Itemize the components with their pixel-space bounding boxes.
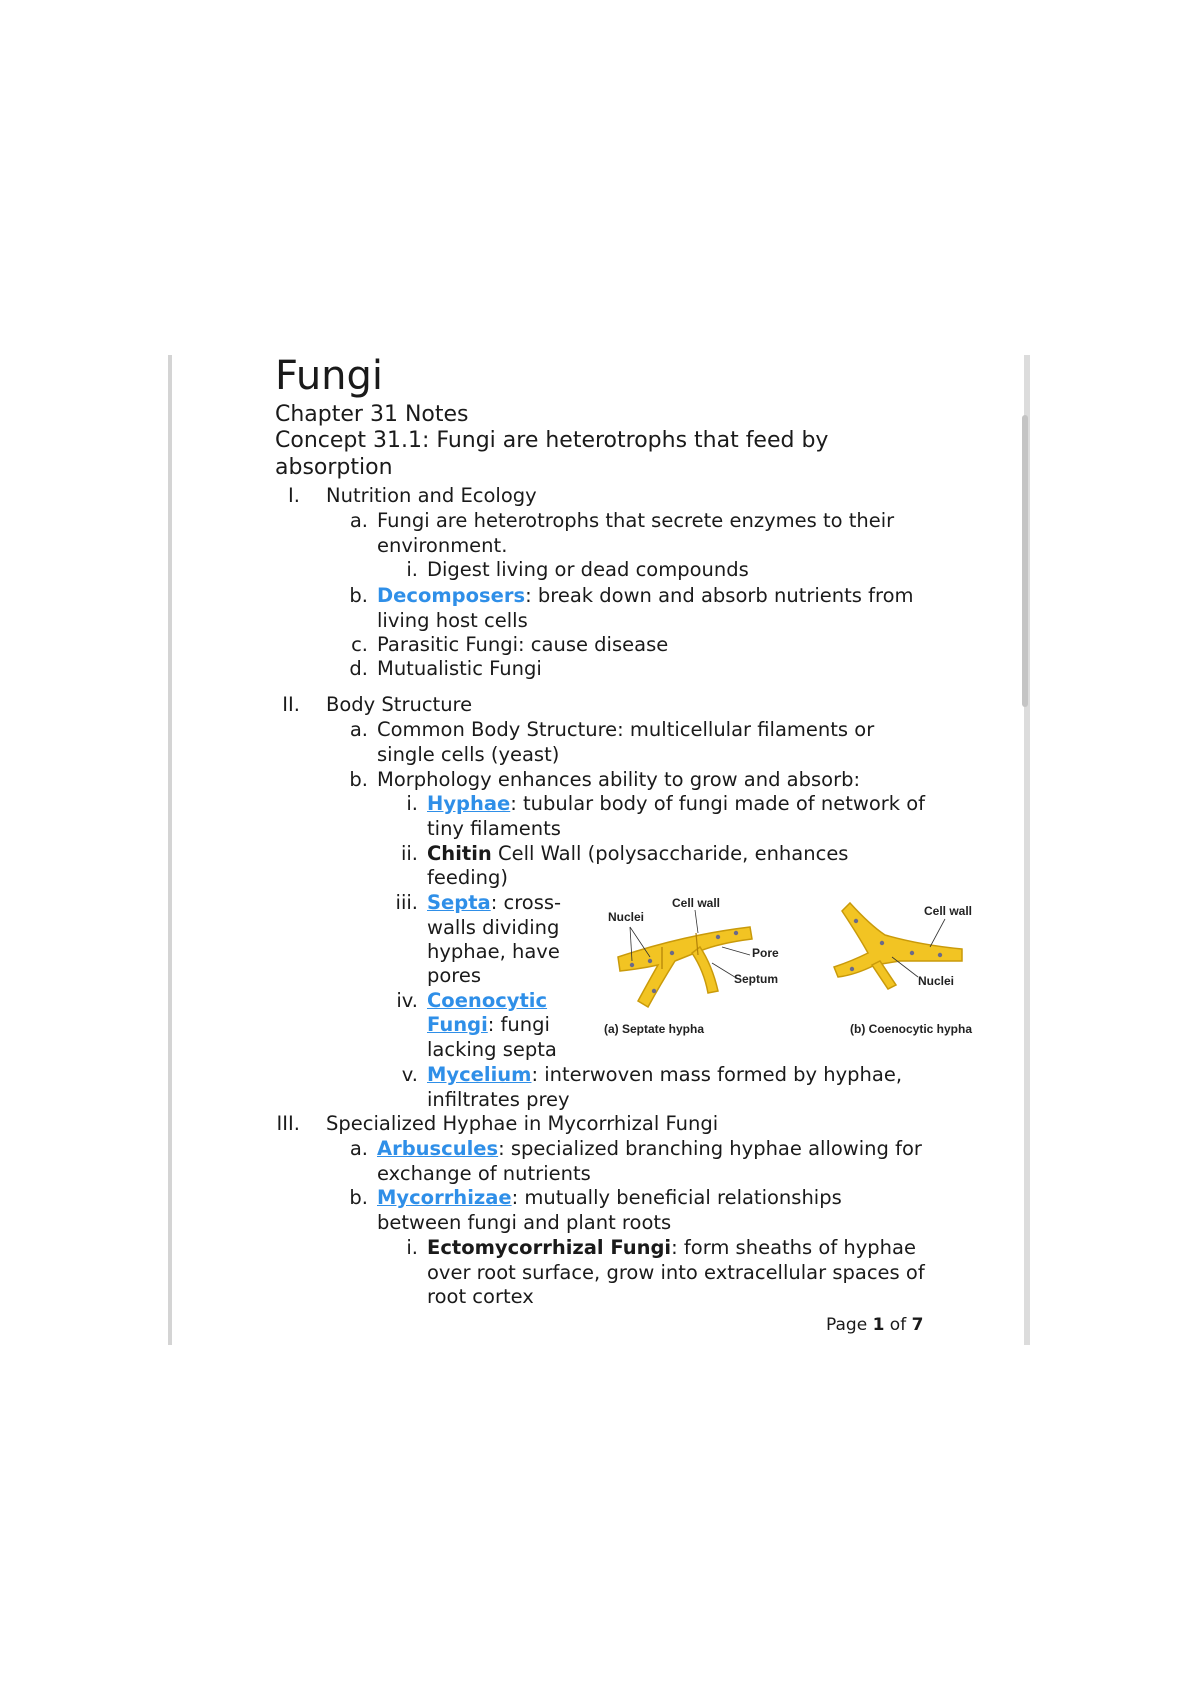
list-item-text: over root surface, grow into extracellular spaces of: [427, 1261, 925, 1284]
section-heading-mycorrhizal: Specialized Hyphae in Mycorrhizal Fungi: [326, 1112, 719, 1135]
list-item-text: exchange of nutrients: [377, 1162, 591, 1185]
list-marker: i.: [406, 1236, 418, 1259]
chapter-subtitle: Chapter 31 Notes: [275, 402, 469, 427]
list-item-text: : interwoven mass formed by hyphae,: [531, 1063, 903, 1086]
term-hyphae-link[interactable]: Hyphae: [427, 792, 511, 815]
list-marker: a.: [349, 718, 368, 741]
list-item-text: between fungi and plant roots: [377, 1211, 672, 1234]
term-septa-link[interactable]: Septa: [427, 891, 491, 914]
list-item-text: Mutualistic Fungi: [377, 657, 542, 680]
label-cell-wall-b: Cell wall: [924, 904, 973, 918]
list-item-text: Cell Wall (polysaccharide, enhances: [491, 842, 849, 865]
list-marker: b.: [349, 1186, 368, 1209]
list-item-text: feeding): [427, 866, 508, 889]
term-mycorrhizae-link[interactable]: Mycorrhizae: [377, 1186, 512, 1209]
caption-septate-hypha: (a) Septate hypha: [604, 1022, 705, 1036]
list-item-text: pores: [427, 964, 482, 987]
list-marker: b.: [349, 584, 368, 607]
list-marker: d.: [349, 657, 368, 680]
list-item-text: Parasitic Fungi: cause disease: [377, 633, 669, 656]
of-word: of: [884, 1315, 912, 1335]
label-pore: Pore: [752, 946, 779, 960]
section-heading-nutrition: Nutrition and Ecology: [326, 484, 537, 507]
list-item-text: walls dividing: [427, 916, 560, 939]
term-coenocytic-link[interactable]: Coenocytic: [427, 989, 548, 1012]
list-item-decomposers: [377, 584, 914, 608]
septate-hypha-drawing: [618, 910, 752, 1007]
section-heading-body-structure: Body Structure: [326, 693, 473, 716]
list-marker: a.: [349, 509, 368, 532]
term-chitin: Chitin: [427, 842, 492, 865]
list-item-coenocytic: [427, 989, 547, 1013]
page-word: Page: [826, 1315, 873, 1335]
list-item-text: Fungi are heterotrophs that secrete enzymes to their: [377, 509, 895, 532]
list-item-mycelium: [427, 1063, 902, 1087]
scrollbar-thumb[interactable]: [1022, 415, 1028, 707]
list-item-text: : mutually beneficial relationships: [511, 1186, 842, 1209]
list-item-text: root cortex: [427, 1285, 534, 1308]
hypha-figure: [600, 895, 1010, 1055]
list-marker: ii.: [400, 842, 418, 865]
caption-coenocytic-hypha: (b) Coenocytic hypha: [850, 1022, 973, 1036]
page-border-left: [168, 355, 172, 1345]
term-fungi-link[interactable]: Fungi: [427, 1013, 488, 1036]
section-numeral: II.: [282, 693, 300, 716]
section-numeral: III.: [276, 1112, 300, 1135]
term-mycelium-link[interactable]: Mycelium: [427, 1063, 532, 1086]
list-marker: c.: [351, 633, 368, 656]
list-item-text: : fungi: [487, 1013, 550, 1036]
total-page-count: 7: [911, 1315, 924, 1335]
list-item-text: living host cells: [377, 609, 528, 632]
list-item-text: Digest living or dead compounds: [427, 558, 749, 581]
term-decomposers-link[interactable]: Decomposers: [377, 584, 526, 607]
concept-heading-line1: Concept 31.1: Fungi are heterotrophs that feed by: [275, 428, 829, 453]
list-item-ectomycorrhizal: [427, 1236, 916, 1260]
list-item-hyphae: [427, 792, 925, 816]
list-item-text: : form sheaths of hyphae: [671, 1236, 916, 1259]
list-marker: i.: [406, 558, 418, 581]
list-marker: iv.: [396, 989, 418, 1012]
list-item-text: single cells (yeast): [377, 743, 560, 766]
list-item-text: : cross-: [490, 891, 562, 914]
list-item-text: : break down and absorb nutrients from: [525, 584, 914, 607]
list-item-arbuscules: [377, 1137, 922, 1161]
list-item-septa: [427, 891, 561, 915]
current-page-number: 1: [872, 1315, 885, 1335]
list-marker: v.: [401, 1063, 418, 1086]
list-marker: iii.: [395, 891, 418, 914]
list-item-text: : tubular body of fungi made of network of: [510, 792, 926, 815]
list-marker: i.: [406, 792, 418, 815]
label-nuclei: Nuclei: [608, 910, 645, 924]
term-arbuscules-link[interactable]: Arbuscules: [377, 1137, 499, 1160]
list-item-text: Morphology enhances ability to grow and absorb:: [377, 768, 861, 791]
label-cell-wall: Cell wall: [672, 896, 721, 910]
list-item-text: tiny filaments: [427, 817, 561, 840]
list-item-chitin: [427, 842, 848, 866]
list-item-text: Common Body Structure: multicellular filaments or: [377, 718, 875, 741]
list-item-mycorrhizae: [377, 1186, 842, 1210]
term-ectomycorrhizal: Ectomycorrhizal Fungi: [427, 1236, 672, 1259]
list-item-text: lacking septa: [427, 1038, 557, 1061]
concept-heading-line2: absorption: [275, 455, 393, 480]
page-title: Fungi: [275, 353, 384, 399]
label-nuclei-b: Nuclei: [918, 974, 955, 988]
section-numeral: I.: [288, 484, 300, 507]
list-marker: b.: [349, 768, 368, 791]
page-counter: [826, 1314, 923, 1336]
list-item-text: hyphae, have: [427, 940, 560, 963]
list-item-text: environment.: [377, 534, 508, 557]
list-item-text: [427, 1013, 550, 1037]
list-marker: a.: [349, 1137, 368, 1160]
list-item-text: infiltrates prey: [427, 1088, 570, 1111]
list-item-text: : specialized branching hyphae allowing for: [498, 1137, 922, 1160]
label-septum: Septum: [734, 972, 779, 986]
